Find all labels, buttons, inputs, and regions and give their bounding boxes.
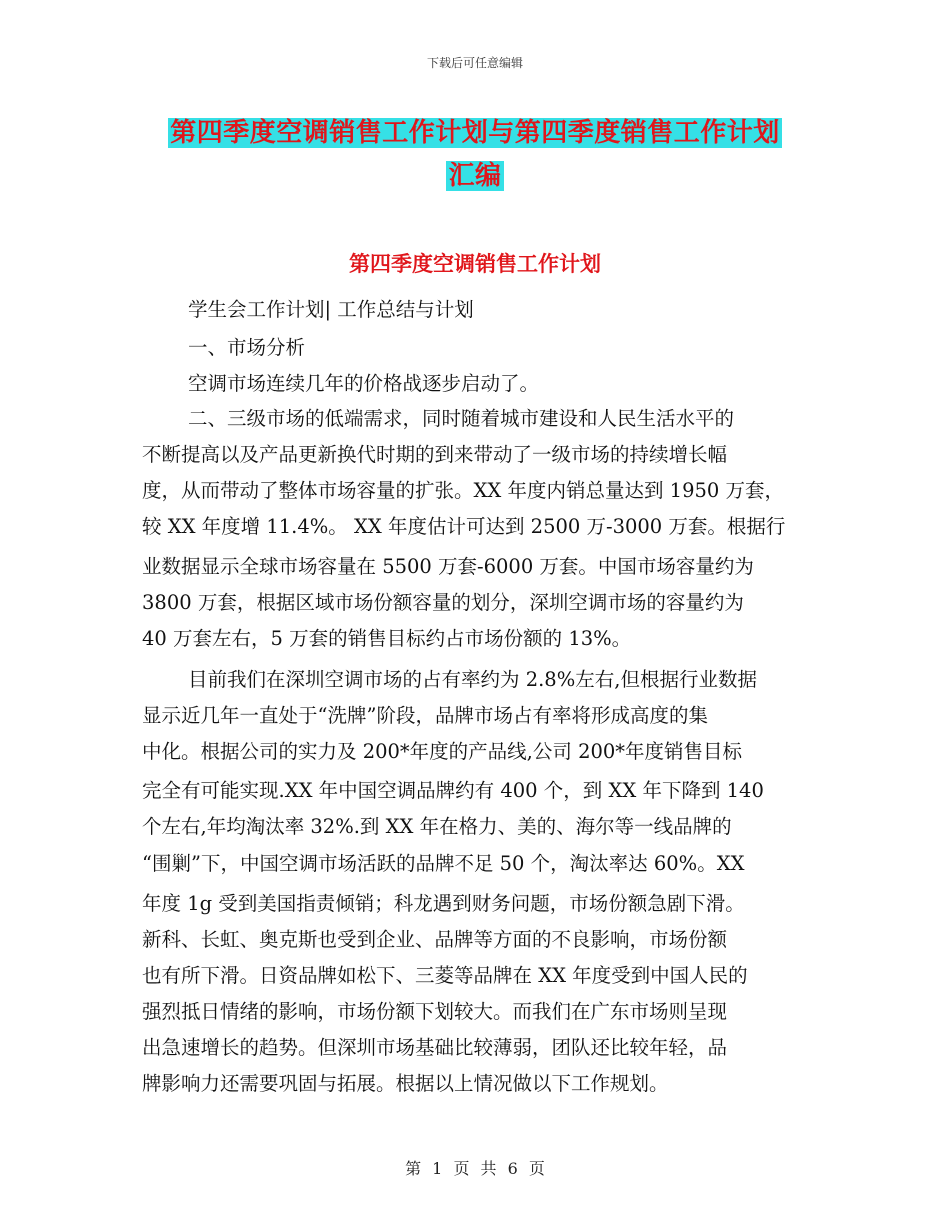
document-title-line-2: 汇编 <box>448 161 502 191</box>
document-title <box>0 112 950 149</box>
body-line: 3800 万套，根据区域市场份额容量的划分，深圳空调市场的容量约为 <box>142 591 744 614</box>
document-title-line-1: 第四季度空调销售工作计划与第四季度销售工作计划 <box>170 118 780 148</box>
body-line: 学生会工作计划| 工作总结与计划 <box>188 298 474 321</box>
body-line: 一、市场分析 <box>188 336 306 359</box>
body-line: 二、三级市场的低端需求，同时随着城市建设和人民生活水平的 <box>188 407 735 430</box>
body-line: 强烈抵日情绪的影响，市场份额下划较大。而我们在广东市场则呈现 <box>142 1000 728 1023</box>
page-number: 第 1 页 共 6 页 <box>405 1159 545 1178</box>
body-line: 新科、长虹、奥克斯也受到企业、品牌等方面的不良影响，市场份额 <box>142 928 728 951</box>
body-line: 个左右,年均淘汰率 32%.到 XX 年在格力、美的、海尔等一线品牌的 <box>142 815 732 838</box>
body-line: 不断提高以及产品更新换代时期的到来带动了一级市场的持续增长幅 <box>142 443 728 466</box>
body-line: 出急速增长的趋势。但深圳市场基础比较薄弱，团队还比较年轻，品 <box>142 1036 728 1059</box>
body-line: “围剿”下，中国空调市场活跃的品牌不足 50 个，淘汰率达 60%。XX <box>142 852 745 875</box>
body-line: 业数据显示全球市场容量在 5500 万套-6000 万套。中国市场容量约为 <box>142 555 754 578</box>
body-line: 度，从而带动了整体市场容量的扩张。XX 年度内销总量达到 1950 万套， <box>142 479 784 502</box>
body-line: 较 XX 年度增 11.4%。 XX 年度估计可达到 2500 万-3000 万套。根据行 <box>142 515 786 538</box>
body-line: 中化。根据公司的实力及 200*年度的产品线,公司 200*年度销售目标 <box>142 740 743 763</box>
header-note: 下载后可任意编辑 <box>426 56 523 70</box>
body-line: 牌影响力还需要巩固与拓展。根据以上情况做以下工作规划。 <box>142 1072 669 1095</box>
body-line: 目前我们在深圳空调市场的占有率约为 2.8%左右,但根据行业数据 <box>188 668 757 691</box>
document-title-continued <box>0 155 950 192</box>
body-line: 年度 1g 受到美国指责倾销；科龙遇到财务问题，市场份额急剧下滑。 <box>142 892 745 915</box>
body-line: 显示近几年一直处于“洗牌”阶段，品牌市场占有率将形成高度的集 <box>142 704 708 727</box>
section-title: 第四季度空调销售工作计划 <box>349 251 601 276</box>
body-line: 空调市场连续几年的价格战逐步启动了。 <box>188 372 540 395</box>
body-line: 40 万套左右，5 万套的销售目标约占市场份额的 13%。 <box>142 627 632 650</box>
body-line: 完全有可能实现.XX 年中国空调品牌约有 400 个，到 XX 年下降到 140 <box>142 779 764 802</box>
body-line: 也有所下滑。日资品牌如松下、三菱等品牌在 XX 年度受到中国人民的 <box>142 964 748 987</box>
